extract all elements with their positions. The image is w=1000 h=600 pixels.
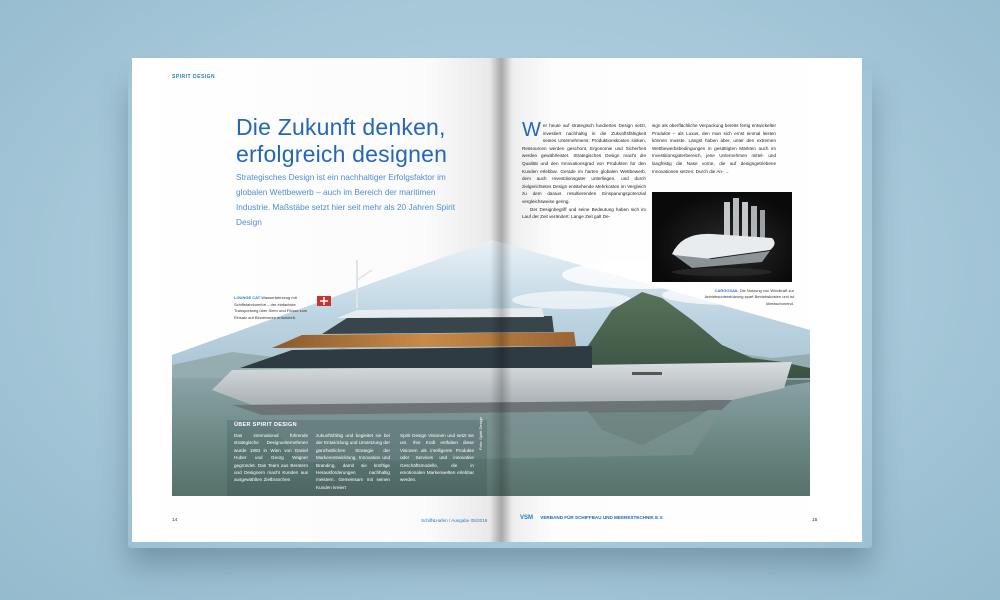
body-column-2 [652, 122, 776, 175]
headline [236, 114, 476, 168]
vsm-logo: VSM [520, 515, 534, 521]
cargosail-ship-image [652, 192, 792, 282]
footer-publication: Schiff&Hafen / Ausgabe 05/2016 [421, 518, 488, 523]
about-title: ÜBER SPIRIT DESIGN [234, 422, 297, 428]
page-number-right: 15 [812, 518, 818, 523]
yacht-caption-label: LOUNGE CAT [234, 295, 261, 300]
footer-association [520, 515, 663, 521]
about-column-3: Spirit Design Visionen und setzt sie um. Ihre Kraft entfalten diese Visionen als intelligente Produkte oder Services und innovative Geschäftsmodelle, die in emotionalen Markenwelten erlebbar werden. [400, 433, 474, 483]
yacht-caption [234, 295, 316, 321]
page-number-left: 14 [172, 518, 178, 523]
continue-arrow-icon: → [724, 168, 730, 174]
body-column-1-paragraph-2: Der Designbegriff und seine Bedeutung haben sich im Lauf der Zeit verändert: Lange Zeit galt De- [522, 206, 646, 220]
yacht-caption-text: Wasserfahrzeug mit Schiffsfahrkomfort – der einfachste Transportweg über Seen und Flüsse zum Einsatz auf Binnenseen entwickelt. [234, 295, 308, 320]
photo-credit: Foto: Spirit Design [478, 417, 483, 450]
about-column-1: Das international führende strategische Designunternehmen wurde 1993 in Wien von Daniel Huber und Georg Wagner gegründet. Das Team aus Beratern und Designern macht Kunden aus ausgewählten Zielbranchen [234, 433, 308, 483]
dropcap: W [522, 119, 541, 141]
footer-association-text: VERBAND FÜR SCHIFFBAU UND MEERESTECHNIK E.V. [540, 515, 664, 520]
body-column-1-text: er heute auf strategisch fundiertes Design setzt, investiert nachhaltig in die Zukunftsfähigkeit seines Unternehmens: Produktionskosten sinken, Ressourcen werden geschont, Ergonomie und Sicherheit werden gewährleistet. Strategisches Design macht die Qualität und den Innovationsgrad von Produkten für den Kunden erlebbar. Gerade im harten globalen Wettbewerb, dem auch Investitionsgüter unterliegen, und durch zielgerichtetes Design entstehende Mehrkosten im Vergleich zu dem daraus resultierenden Einsparungspotenzial vergleichsweise gering. [522, 123, 646, 204]
headline-line-1: Die Zukunft denken, [236, 114, 446, 140]
cargosail-caption-label: CARGOSAIL [714, 288, 739, 293]
body-column-1 [522, 119, 646, 221]
lead-paragraph: Strategisches Design ist ein nachhaltiger Erfolgsfaktor im globalen Wettbewerb – auch im Bereich der maritimen Industrie. Maßstäbe setzt hier seit mehr als 20 Jahren Spirit Design [236, 172, 456, 227]
cargosail-caption [700, 288, 794, 307]
cargosail-photo [652, 192, 792, 282]
section-label: SPIRIT DESIGN [172, 74, 216, 80]
about-column-2: zukunftsfähig und begleitet sie bei der Entwicklung und Umsetzung der ganzheitlichen Strategie der Markenentwicklung, Innovation und Branding, damit sie künftige Herausforderungen nachhaltig meistern. Gemeinsam mit seinen Kunden kreiert [316, 433, 390, 490]
headline-line-2: erfolgreich designen [236, 141, 448, 167]
cargosail-caption-text: Die Nutzung von Windkraft zur Antriebsunterstützung spart Betriebskosten und ist klimaschonend. [704, 288, 794, 306]
body-column-2-text: sign als oberflächliche Verpackung bereits fertig entwickelter Produkte – als Luxus, den man sich ernst einmal leisten können musste. Längst haben aber, unter den extremen Wettbewerbsbedingungen in gesättigten Märkten auch im Investitionsgüterbereich, jene Unternehmen mittel- und langfristig die Nase vorne, die auf designgetriebene Innovationen setzen: Durch die An- [652, 123, 776, 174]
